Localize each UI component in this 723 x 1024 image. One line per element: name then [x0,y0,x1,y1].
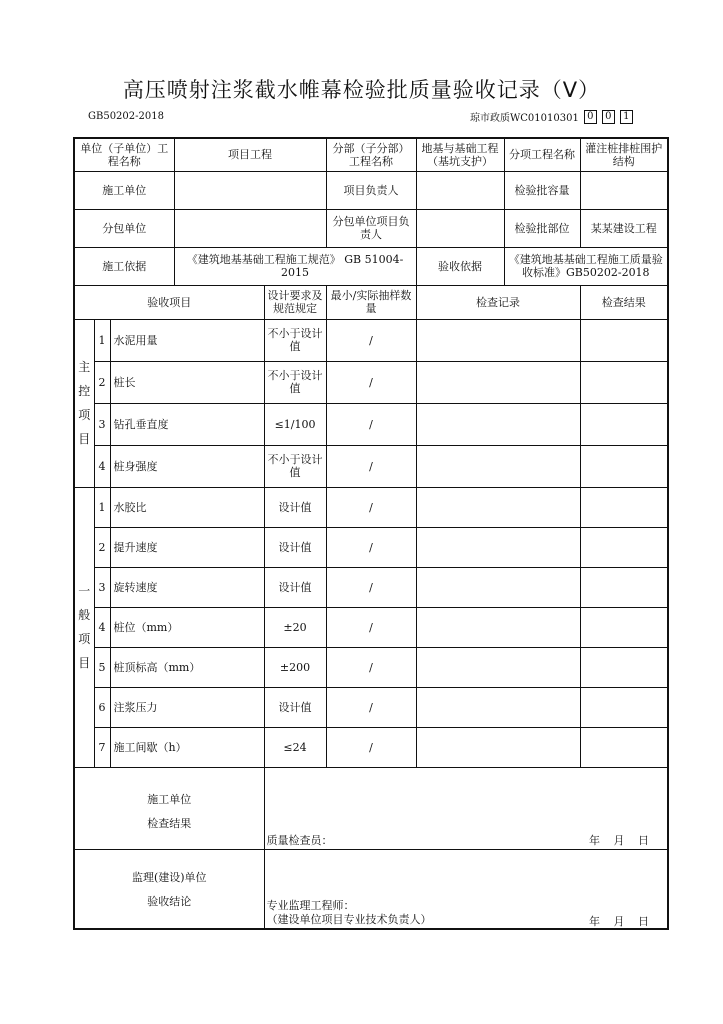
item-record[interactable] [416,361,580,403]
subcontractor-label: 分包单位 [74,209,174,247]
acceptance-basis-label: 验收依据 [416,247,504,285]
item-no: 3 [94,567,110,607]
item-result[interactable] [580,687,668,727]
item-sample[interactable]: / [326,727,416,767]
item-result[interactable] [580,647,668,687]
item-name: 桩顶标高（mm） [110,647,264,687]
item-sample[interactable]: / [326,647,416,687]
item-record[interactable] [416,647,580,687]
item-record[interactable] [416,527,580,567]
item-record[interactable] [416,445,580,487]
item-sample[interactable]: / [326,607,416,647]
engineer-note: （建设单位项目专业技术负责人） [266,913,432,926]
item-name: 桩身强度 [110,445,264,487]
col-result-header: 检查结果 [580,285,668,319]
record-code-box[interactable]: 0 [584,110,597,124]
item-record[interactable] [416,727,580,767]
page-title: 高压喷射注浆截水帷幕检验批质量验收记录（Ⅴ） [122,78,601,102]
construction-basis-value[interactable]: 《建筑地基基础工程施工规范》 GB 51004-2015 [174,247,416,285]
item-spec: 设计值 [264,567,326,607]
item-result[interactable] [580,487,668,527]
item-project-label: 分项工程名称 [504,138,580,171]
item-result[interactable] [580,361,668,403]
col-design-header: 设计要求及规范规定 [264,285,326,319]
item-name: 水泥用量 [110,319,264,361]
quality-inspector-label: 质量检查员： [266,833,333,847]
construction-check-area[interactable] [264,767,668,849]
col-sample-header: 最小/实际抽样数量 [326,285,416,319]
item-result[interactable] [580,319,668,361]
check-result-text: 检查结果 [147,816,192,830]
item-spec: ≤1/100 [264,403,326,445]
item-sample[interactable]: / [326,527,416,567]
item-no: 6 [94,687,110,727]
item-result[interactable] [580,567,668,607]
item-spec: ±200 [264,647,326,687]
record-code-box[interactable]: 1 [620,110,633,124]
item-no: 7 [94,727,110,767]
acceptance-basis-value[interactable]: 《建筑地基基础工程施工质量验收标准》GB50202-2018 [504,247,668,285]
item-no: 5 [94,647,110,687]
unit-value[interactable]: 项目工程 [174,138,326,171]
sub-project-manager-label: 分包单位项目负责人 [326,209,416,247]
item-record[interactable] [416,319,580,361]
item-sample[interactable]: / [326,487,416,527]
item-name: 旋转速度 [110,567,264,607]
supervision-conclusion-label [74,849,264,929]
item-record[interactable] [416,403,580,445]
item-sample[interactable]: / [326,361,416,403]
record-code-prefix: 琼市政质WC01010301 [470,113,579,124]
item-spec: 设计值 [264,687,326,727]
acceptance-date: 年 月 日 [589,915,650,928]
item-sample[interactable]: / [326,567,416,607]
contractor-value[interactable] [174,171,326,209]
item-sample[interactable]: / [326,319,416,361]
item-result[interactable] [580,727,668,767]
item-record[interactable] [416,687,580,727]
col-record-header: 检查记录 [416,285,580,319]
item-name: 注浆压力 [110,687,264,727]
item-no: 2 [94,361,110,403]
main-control-label [74,319,94,487]
general-label [74,487,94,767]
item-name: 提升速度 [110,527,264,567]
item-name: 施工间歇（h） [110,727,264,767]
general-text: 一般项目 [78,584,91,670]
item-spec: ≤24 [264,727,326,767]
item-result[interactable] [580,607,668,647]
item-result[interactable] [580,445,668,487]
supervising-engineer-label: 专业监理工程师： [266,899,355,912]
item-result[interactable] [580,403,668,445]
item-sample[interactable]: / [326,403,416,445]
project-manager-label: 项目负责人 [326,171,416,209]
batch-location-label: 检验批部位 [504,209,580,247]
item-spec: 不小于设计值 [264,361,326,403]
item-no: 2 [94,527,110,567]
inspection-table [73,137,669,930]
batch-capacity-label: 检验批容量 [504,171,580,209]
item-no: 3 [94,403,110,445]
item-record[interactable] [416,487,580,527]
item-no: 4 [94,607,110,647]
item-no: 1 [94,487,110,527]
item-record[interactable] [416,567,580,607]
item-record[interactable] [416,607,580,647]
subcontractor-value[interactable] [174,209,326,247]
sub-project-manager-value[interactable] [416,209,504,247]
item-name: 钻孔垂直度 [110,403,264,445]
standard-code: GB50202-2018 [88,111,164,122]
sub-project-value[interactable]: 地基与基础工程（基坑支护） [416,138,504,171]
item-result[interactable] [580,527,668,567]
check-date: 年 月 日 [589,833,650,847]
unit-label: 单位（子单位）工程名称 [74,138,174,171]
item-spec: ±20 [264,607,326,647]
item-spec: 不小于设计值 [264,445,326,487]
item-project-value[interactable]: 灌注桩排桩围护结构 [580,138,668,171]
item-sample[interactable]: / [326,445,416,487]
acceptance-conclusion-text: 验收结论 [147,894,192,908]
item-name: 水胶比 [110,487,264,527]
item-sample[interactable]: / [326,687,416,727]
batch-capacity-value[interactable] [580,171,668,209]
item-no: 1 [94,319,110,361]
item-spec: 设计值 [264,487,326,527]
col-item-header: 验收项目 [74,285,264,319]
supervision-unit-text: 监理(建设)单位 [131,870,207,884]
item-name: 桩位（mm） [110,607,264,647]
construction-unit-text: 施工单位 [147,792,192,806]
construction-check-label [74,767,264,849]
record-code [470,109,633,124]
batch-location-value[interactable]: 某某建设工程 [580,209,668,247]
contractor-label: 施工单位 [74,171,174,209]
main-control-text: 主控项目 [78,360,91,446]
item-name: 桩长 [110,361,264,403]
project-manager-value[interactable] [416,171,504,209]
supervision-conclusion-area[interactable] [264,849,668,929]
item-spec: 设计值 [264,527,326,567]
construction-basis-label: 施工依据 [74,247,174,285]
item-no: 4 [94,445,110,487]
record-code-box[interactable]: 0 [602,110,615,124]
item-spec: 不小于设计值 [264,319,326,361]
sub-project-label: 分部（子分部）工程名称 [326,138,416,171]
